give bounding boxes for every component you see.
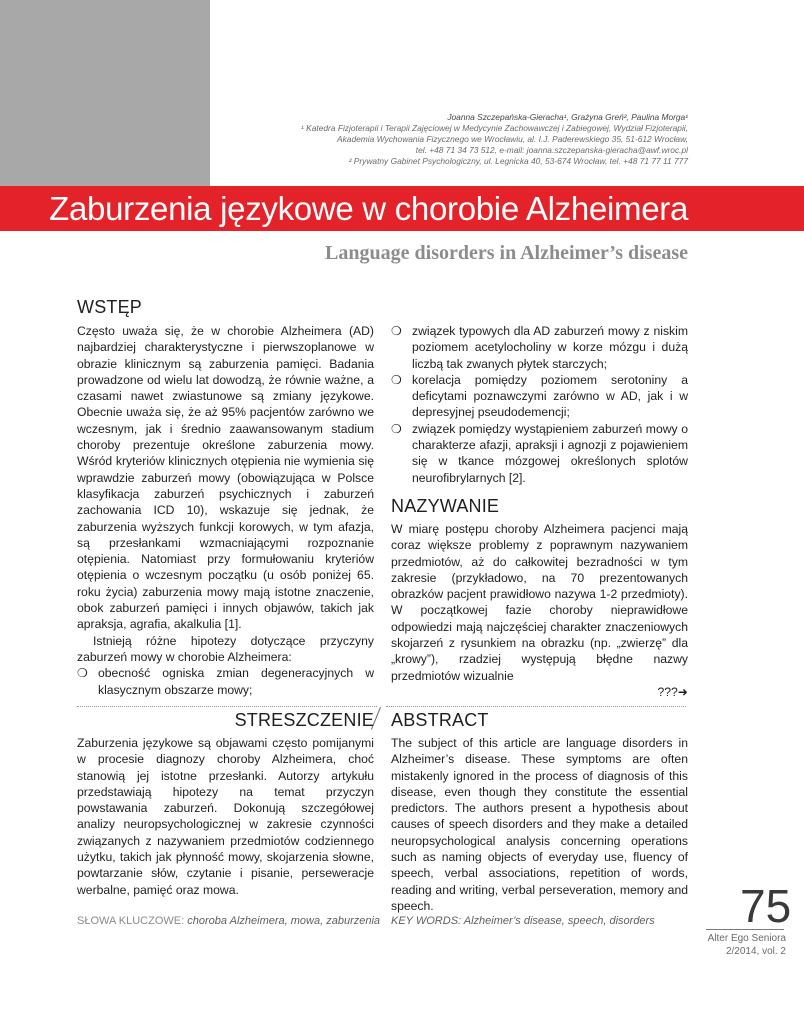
author-names: Joanna Szczepańska-Gieracha¹, Grażyna Greń², Paulina Morga¹ xyxy=(447,112,688,122)
journal-issue: 2/2014, vol. 2 xyxy=(725,946,786,957)
affiliation-1-line-2: Akademia Wychowania Fizycznego we Wrocławiu, al. I.J. Paderewskiego 35, 51-612 Wrocław, xyxy=(337,134,688,144)
affiliation-2: ² Prywatny Gabinet Psychologiczny, ul. Legnicka 40, 53-674 Wrocław, tel. +48 71 77 11 777 xyxy=(348,156,688,166)
bullet-circle-icon: ❍ xyxy=(391,372,402,387)
keywords-pl-values: choroba Alzheimera, mowa, zaburzenia xyxy=(187,915,381,927)
hypothesis-list-right xyxy=(391,323,688,486)
author-block xyxy=(248,112,688,167)
list-item-text: związek typowych dla AD zaburzeń mowy z niskim poziomem acetylocholiny w korze mózgu i dużą liczbą tak zwanych płytek starczych; xyxy=(412,324,688,371)
list-item-text: związek pomiędzy wystąpieniem zaburzeń mowy o charakterze afazji, apraksji i agnozji z pojawieniem się w tkance mózgowej określonych splotów neurofibrylarnych [2]. xyxy=(412,421,688,485)
affiliation-1-line-3: tel. +48 71 34 73 512, e-mail: joanna.szczepanska-gieracha@awf.wroc.pl xyxy=(415,145,688,155)
naming-paragraph-1: W miarę postępu choroby Alzheimera pacjenci mają coraz większe problemy z poprawnym nazywaniem przedmiotów, aż do całkowitej bezradności w tym zakresie (przykładowo, na 70 prezentowanych obrazków pacjent prawidłowo nazywa 1-2 przedmioty). W początkowej fazie choroby nieprawidłowe odpowiedzi mają najczęściej charakter znaczeniowych skojarzeń z rysunkiem na obrazku (np. „zwierzę” dla „krowy”), rzadziej występują błędne nazwy przedmiotów wizualnie xyxy=(391,522,688,683)
summary-en-text: The subject of this article are language disorders in Alzheimer’s disease. These symptoms are often mistakenly ignored in the process of diagnosis of this disease, even though they constitute the essential predictors. The authors present a hypothesis about causes of speech disorders and they make a detailed neuropsychological analysis concerning operations such as naming objects of everyday use, fluency of speech, verbal associations, repetition of words, reading and writing, verbal perseveration, memory and speech. xyxy=(391,736,688,913)
intro-column-right xyxy=(391,323,688,486)
journal-info xyxy=(708,932,786,958)
divider-dotted-right xyxy=(386,706,686,707)
summary-pl-text: Zaburzenia językowe są objawami często pomijanymi w procesie diagnozy choroby Alzheimera, choć stanowią jej istotne przesłanki. Autorzy artykułu przedstawiają hipotezy na temat przyczyn powstawania zaburzeń. Dokonują szczegółowej analizy neuropsychologicznej w zakresie czynności związanych z nazywaniem przedmiotów codziennego użytku, takich jak płynność mowy, skojarzenia słowne, powtarzanie słów, czytanie i pisanie, perseweracje werbalne, pamięć oraz mowa. xyxy=(77,736,374,897)
divider-dotted-left xyxy=(77,706,377,707)
intro-paragraph-1: Często uważa się, że w chorobie Alzheimera (AD) najbardziej charakterystyczne i pierwszoplanowe w obrazie klinicznym są zaburzenia pamięci. Badania prowadzone od wielu lat dowodzą, że równie ważne, a czasami nawet zwiastunowe są zmiany językowe. Obecnie uważa się, że aż 95% pacjentów zarówno we wczesnym, jak i średnio zaawansowanym stadium choroby prezentuje określone zaburzenia mowy. Wśród kryteriów klinicznych otępienia nie wymienia się wprawdzie zaburzeń mowy (obowiązująca w Polsce klasyfikacja zaburzeń psychicznych i zaburzeń zachowania ICD 10), wskazuje się jednak, że zaburzenia wyższych funkcji korowych, w tym afazja, są przesłankami wzmacniającymi rozpoznanie otępienia. Natomiast przy formułowaniu kryteriów otępienia o wczesnym początku (u osób poniżej 65. roku życia) zaburzenia mowy mają istotne znaczenie, obok zaburzeń pamięci i innych objawów, takich jak apraksja, agrafia, akalkulia [1]. xyxy=(77,324,374,632)
list-item-text: korelacja pomiędzy poziomem serotoniny a deficytami poznawczymi zarówno w AD, jak i w depresyjnej pseudodemencji; xyxy=(412,372,688,420)
hypothesis-list-left xyxy=(77,665,374,698)
page-number-rule xyxy=(706,929,784,930)
section-heading-intro: WSTĘP xyxy=(77,297,143,317)
naming-column xyxy=(391,521,688,700)
keywords-pl-label: SŁOWA KLUCZOWE: xyxy=(77,915,185,927)
list-item-text: obecność ogniska zmian degeneracyjnych w klasycznym obszarze mowy; xyxy=(98,666,374,697)
section-heading-summary-pl: STRESZCZENIE xyxy=(234,710,374,730)
article-subtitle: Language disorders in Alzheimer’s disease xyxy=(325,242,688,264)
bullet-circle-icon: ❍ xyxy=(391,324,402,338)
page-number: 75 xyxy=(740,880,792,932)
intro-paragraph-2: Istnieją różne hipotezy dotyczące przyczyny zaburzeń mowy w chorobie Alzheimera: xyxy=(77,633,374,664)
title-band xyxy=(0,186,804,231)
keywords-en-label: KEY WORDS: xyxy=(391,915,462,927)
keywords-en-values: Alzheimer’s disease, speech, disorders xyxy=(463,915,655,927)
header-grey-block xyxy=(0,0,210,186)
list-item xyxy=(391,372,688,421)
bullet-circle-icon: ❍ xyxy=(77,666,88,681)
section-heading-summary-en: ABSTRACT xyxy=(391,710,489,730)
list-item xyxy=(391,421,688,486)
affiliation-1-line-1: ¹ Katedra Fizjoterapii i Terapii Zajęciowej w Medycynie Zachowawczej i Zabiegowej, Wydział Fizjoterapii, xyxy=(301,123,688,133)
intro-column-left xyxy=(77,323,374,698)
section-heading-naming: NAZYWANIE xyxy=(391,496,500,516)
list-item xyxy=(77,665,374,698)
list-item xyxy=(391,323,688,372)
journal-name: Alter Ego Seniora xyxy=(707,933,786,944)
bullet-circle-icon: ❍ xyxy=(391,421,402,436)
keywords-pl xyxy=(77,914,380,928)
article-title: Zaburzenia językowe w chorobie Alzheimera xyxy=(49,190,688,227)
continued-arrow-icon: ???➜ xyxy=(657,684,688,699)
keywords-en xyxy=(391,914,655,928)
